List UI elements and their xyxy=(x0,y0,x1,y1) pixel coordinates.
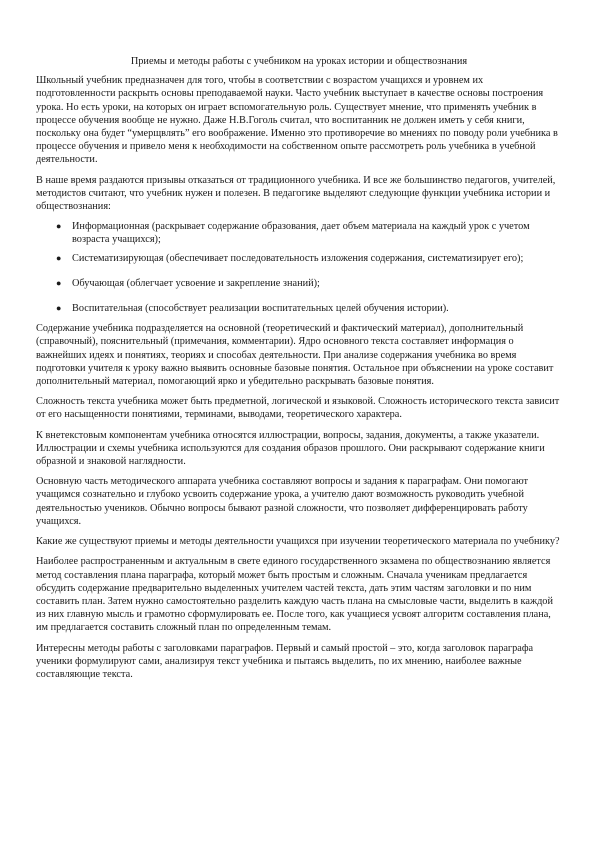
document-body xyxy=(36,55,562,688)
paragraph-textbook-content: Содержание учебника подразделяется на основной (теоретический и фактический материал), дополнительный (справочный), пояснительный (примечания, комментарии). Ядро основного текста составляет информация о важнейших идеях и понятиях, теориях и способах деятельности. При анализе содержания учебника во время подготовки учителя к уроку важно выявить основные базовые понятия. Остальное при объяснении на уроке составит дополнительный материал, помогающий ярко и убедительно раскрывать базовые понятия. xyxy=(36,323,554,388)
list-item xyxy=(36,252,562,265)
list-item-text: Систематизирующая (обеспечивает последовательность изложения содержания, систематизирует его); xyxy=(72,252,524,264)
paragraph-headings-method: Интересны методы работы с заголовками параграфов. Первый и самый простой – это, когда заголовок параграфа ученики формулируют сами, анализируя текст учебника и пытаясь выделить, по их мнению, наиболее важные составляющие текста. xyxy=(36,642,534,680)
list-item-text: Воспитательная (способствует реализации воспитательных целей обучения истории). xyxy=(72,303,449,315)
bullet-icon: ● xyxy=(56,221,62,232)
paragraph-text-complexity: Сложность текста учебника может быть предметной, логической и языковой. Сложность исторического текста зависит от его насыщенности понятиями, терминами, выводами, теоретического характера. xyxy=(36,396,560,421)
paragraph-non-text-components: К внетекстовым компонентам учебника относятся иллюстрации, вопросы, задания, документы, а также указатели. Иллюстрации и схемы учебника используются для создания образов прошлого. Они раскрывают содержание книги образной и знаковой наглядности. xyxy=(36,429,545,468)
functions-list xyxy=(36,220,562,315)
paragraph-intro-1: Школьный учебник предназначен для того, чтобы в соответствии с возрастом учащихся и уровнем их подготовленности раскрыть основы преподаваемой науки. Часто учебник выступает в качестве основы построения урока. Но есть уроки, на которых он играет вспомогательную роль. Существует мнение, что применять учебник в процессе обучения вообще не нужно. Даже Н.В.Гоголь считал, что воспитанник не должен иметь у себя книги, поскольку она будет “умерщвлять” его воображение. Именно это противоречие во мнениях по поводу роли учебника в процессе обучения и привело меня к необходимости на собственном опыте рассмотреть роль учебника в учебной деятельности. xyxy=(36,75,558,166)
list-item xyxy=(36,302,562,315)
list-item xyxy=(36,220,562,246)
paragraph-plan-method: Наиболее распространенным и актуальным в свете единого государственного экзамена по обществознанию является метод составления плана параграфа, который может быть простым и сложным. Сначала ученикам предлагается обсудить содержание предварительно выделенных учителем частей текста, дать этим частям заголовки и по ним составить план. Затем нужно самостоятельно разделить каждую часть плана на смысловые части, выделить в каждой из них главную мысль и грамотно сформулировать ее. После того, как учащиеся усвоят алгоритм составления плана, им предлагается составить сложный план по определенным темам. xyxy=(36,556,553,634)
list-item xyxy=(36,277,562,290)
bullet-icon: ● xyxy=(56,277,62,288)
list-item-text: Информационная (раскрывает содержание образования, дает объем материала на каждый урок с учетом возраста учащихся); xyxy=(72,221,530,246)
paragraph-question: Какие же существуют приемы и методы деятельности учащихся при изучении теоретического материала по учебнику? xyxy=(36,536,560,548)
list-item-text: Обучающая (облегчает усвоение и закрепление знаний); xyxy=(72,277,320,289)
bullet-icon: ● xyxy=(56,303,62,314)
paragraph-intro-2: В наше время раздаются призывы отказаться от традиционного учебника. И все же большинство педагогов, учителей, методистов считают, что учебник нужен и полезен. В педагогике выделяют следующие функции учебника истории и обществознания: xyxy=(36,174,556,213)
paragraph-methodical-apparatus: Основную часть методического аппарата учебника составляют вопросы и задания к параграфам. Они помогают учащимся сознательно и глубоко усвоить содержание урока, а учителю дают возможность руководить учебной деятельностью учеников. Обычно вопросы бывают разной сложности, что позволяет дифференцировать работу учащихся. xyxy=(36,476,529,527)
page-title: Приемы и методы работы с учебником на уроках истории и обществознания xyxy=(130,56,468,67)
bullet-icon: ● xyxy=(56,252,62,263)
